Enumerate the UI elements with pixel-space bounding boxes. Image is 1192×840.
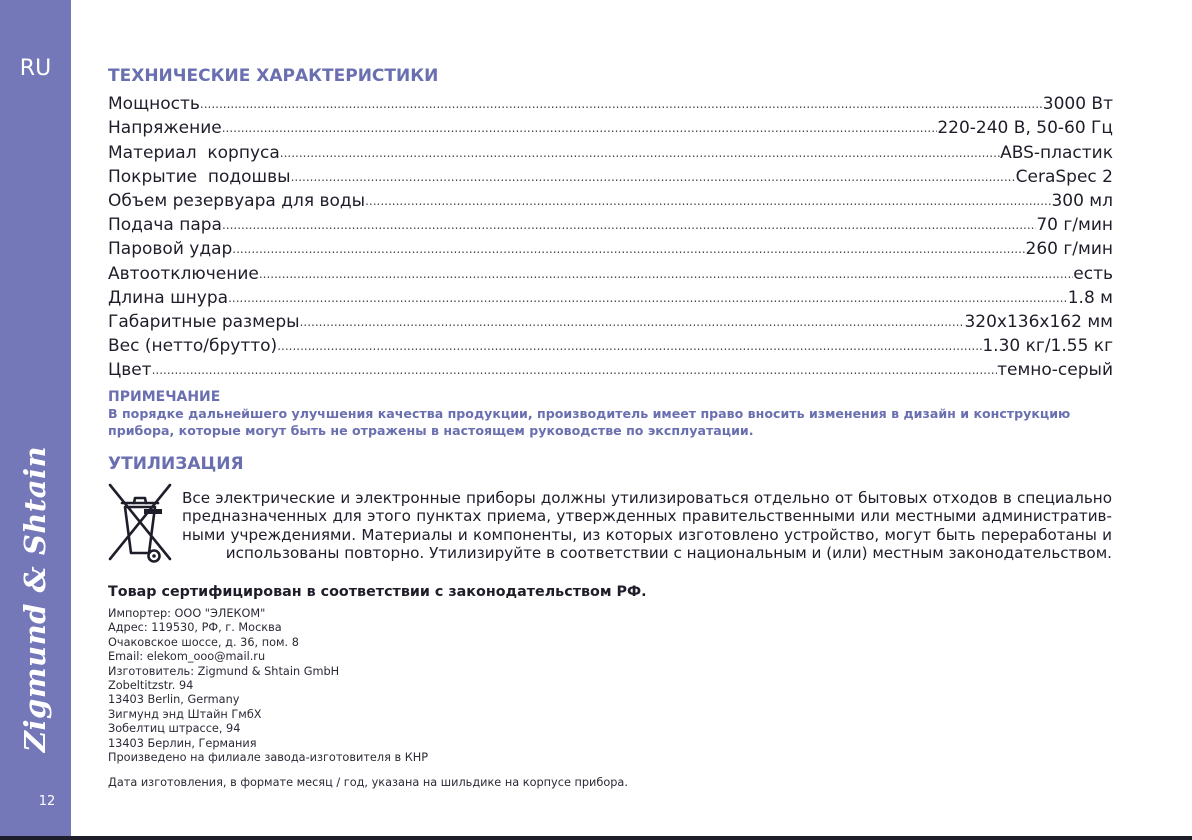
importer-line: Произведено на филиале завода-изготовителя в КНР (108, 751, 429, 765)
spec-row (108, 92, 1113, 116)
dot-leader (277, 333, 982, 358)
utilization-text: Все электрические и электронные приборы должны утилизироваться отдельно от бытовых отходов в специально предназначенных для этого пунктах приема, утвержденных правительственными или местными административ-ными учреждениями. Материалы и компоненты, из которых изготовлено устройство, могут быть переработаны и использованы повторно. Утилизируйте в соответствии с национальным и (или) местным законодательством. (182, 489, 1112, 563)
spec-row (108, 140, 1113, 164)
spec-value: 3000 Вт (1042, 94, 1113, 115)
spec-row (108, 189, 1113, 213)
bottom-border (0, 836, 1192, 840)
specs-title: ТЕХНИЧЕСКИЕ ХАРАКТЕРИСТИКИ (108, 66, 439, 86)
language-label: RU (19, 56, 52, 81)
importer-line: 13403 Берлин, Германия (108, 736, 257, 750)
spec-label: Напряжение (108, 118, 222, 139)
spec-row (108, 358, 1113, 382)
spec-value: есть (1073, 263, 1113, 284)
spec-label: Габаритные размеры (108, 311, 300, 332)
spec-value: CeraSpec 2 (1015, 166, 1113, 187)
spec-label: Автоотключение (108, 263, 259, 284)
note-title: ПРИМЕЧАНИЕ (108, 389, 221, 405)
spec-label: Объем резервуара для воды (108, 190, 366, 211)
spec-label: Подача пара (108, 215, 222, 236)
spec-value: 70 г/мин (1036, 215, 1113, 236)
spec-row (108, 237, 1113, 261)
spec-value: темно-серый (997, 360, 1113, 381)
importer-line: Email: elekom_ooo@mail.ru (108, 650, 266, 664)
spec-label: Материал корпуса (108, 142, 280, 163)
spec-label: Длина шнура (108, 287, 229, 308)
spec-row (108, 165, 1113, 189)
dot-leader (365, 188, 1051, 213)
spec-row (108, 213, 1113, 237)
certification-text: Товар сертифицирован в соответствии с законодательством РФ. (108, 584, 647, 600)
spec-value: 300 мл (1051, 190, 1113, 211)
dot-leader (222, 212, 1036, 237)
spec-label: Покрытие подошвы (108, 166, 291, 187)
note-text: В порядке дальнейшего улучшения качества продукции, производитель имеет право вносить изменения в дизайн и конструкцию прибора, которые могут быть не отражены в настоящем руководстве по эксплуатации. (108, 406, 1071, 438)
page-number: 12 (38, 794, 56, 809)
importer-line: Импортер: ООО "ЭЛЕКОМ" (108, 607, 266, 620)
importer-line: Zobeltitzstr. 94 (108, 679, 194, 693)
dot-leader (280, 140, 1000, 165)
spec-label: Паровой удар (108, 239, 233, 260)
importer-line: Зигмунд энд Штайн ГмбХ (108, 707, 262, 721)
importer-info (108, 607, 1113, 765)
spec-row (108, 116, 1113, 140)
spec-row (108, 334, 1113, 358)
specs-table (108, 92, 1113, 382)
spec-value: ABS-пластик (1000, 142, 1113, 163)
utilization-title: УТИЛИЗАЦИЯ (108, 454, 244, 474)
importer-line: Зобелтиц штрассе, 94 (108, 722, 241, 736)
dot-leader (200, 91, 1043, 116)
spec-value: 320x136x162 мм (964, 311, 1113, 332)
importer-line: 13403 Berlin, Germany (108, 693, 240, 707)
spec-value: 260 г/мин (1025, 239, 1113, 260)
importer-line: Адрес: 119530, РФ, г. Москва (108, 621, 282, 635)
spec-label: Вес (нетто/брутто) (108, 336, 278, 357)
manufacture-date-note: Дата изготовления, в формате месяц / год, указана на шильдике на корпусе прибора. (108, 776, 628, 789)
spec-value: 1.30 кг/1.55 кг (982, 336, 1113, 357)
importer-line: Очаковское шоссе, д. 36, пом. 8 (108, 635, 299, 649)
crossed-bin-icon (108, 483, 172, 567)
dot-leader (291, 164, 1016, 189)
spec-label: Мощность (108, 94, 200, 115)
dot-leader (152, 357, 998, 382)
spec-row (108, 286, 1113, 310)
dot-leader (259, 261, 1073, 286)
sidebar (0, 0, 71, 840)
spec-value: 220-240 В, 50-60 Гц (937, 118, 1113, 139)
spec-value: 1.8 м (1067, 287, 1113, 308)
spec-label: Цвет (108, 360, 152, 381)
dot-leader (222, 115, 938, 140)
spec-row (108, 261, 1113, 285)
spec-row (108, 310, 1113, 334)
dot-leader (300, 309, 965, 334)
brand-logo: Zigmund & Shtain (18, 445, 52, 753)
dot-leader (228, 285, 1068, 310)
dot-leader (232, 236, 1025, 261)
importer-line: Изготовитель: Zigmund & Shtain GmbH (108, 664, 340, 678)
